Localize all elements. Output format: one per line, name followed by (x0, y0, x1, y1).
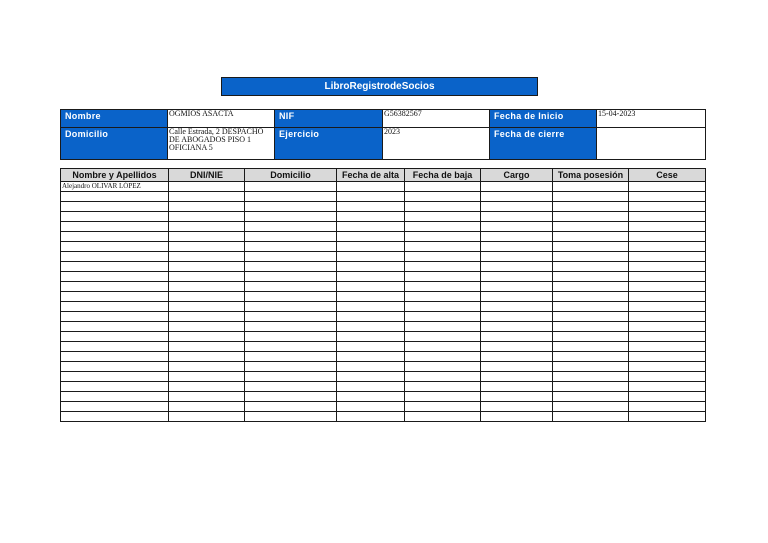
table-cell[interactable] (405, 322, 481, 332)
nif-value[interactable]: G56382567 (383, 110, 490, 128)
ejercicio-value[interactable]: 2023 (383, 128, 490, 160)
table-cell[interactable] (553, 192, 629, 202)
table-cell[interactable] (405, 212, 481, 222)
table-cell[interactable] (61, 292, 169, 302)
table-row (61, 312, 706, 322)
table-row (61, 232, 706, 242)
table-row (61, 382, 706, 392)
table-cell[interactable]: Alejandro OLIVAR LÓPEZ (61, 182, 169, 192)
table-cell[interactable] (61, 272, 169, 282)
table-cell[interactable] (629, 312, 706, 322)
table-cell[interactable] (61, 372, 169, 382)
table-cell[interactable] (169, 302, 245, 312)
table-row (61, 222, 706, 232)
table-cell[interactable] (337, 382, 405, 392)
table-cell[interactable] (553, 362, 629, 372)
table-cell[interactable] (169, 372, 245, 382)
table-cell[interactable] (169, 402, 245, 412)
table-cell[interactable] (629, 332, 706, 342)
table-row (61, 342, 706, 352)
column-header: Cargo (481, 169, 553, 182)
table-cell[interactable] (169, 192, 245, 202)
table-cell[interactable] (553, 242, 629, 252)
table-cell[interactable] (629, 262, 706, 272)
table-cell[interactable] (553, 322, 629, 332)
table-cell[interactable] (337, 182, 405, 192)
table-cell[interactable] (337, 362, 405, 372)
table-row (61, 412, 706, 422)
table-cell[interactable] (405, 302, 481, 312)
table-cell[interactable] (481, 392, 553, 402)
table-cell[interactable] (337, 392, 405, 402)
table-cell[interactable] (245, 272, 337, 282)
table-cell[interactable] (61, 412, 169, 422)
table-cell[interactable] (169, 292, 245, 302)
table-cell[interactable] (169, 262, 245, 272)
table-cell[interactable] (629, 392, 706, 402)
column-header: Fecha de baja (405, 169, 481, 182)
table-cell[interactable] (629, 252, 706, 262)
table-cell[interactable] (337, 372, 405, 382)
table-row (61, 282, 706, 292)
table-cell[interactable] (245, 312, 337, 322)
table-cell[interactable] (629, 182, 706, 192)
table-cell[interactable] (405, 332, 481, 342)
table-cell[interactable] (629, 222, 706, 232)
table-cell[interactable] (629, 202, 706, 212)
table-cell[interactable] (169, 282, 245, 292)
table-cell[interactable] (629, 282, 706, 292)
table-cell[interactable] (629, 412, 706, 422)
table-cell[interactable] (553, 382, 629, 392)
table-cell[interactable] (245, 382, 337, 392)
table-cell[interactable] (481, 232, 553, 242)
nif-label: NIF (275, 110, 383, 128)
table-cell[interactable] (337, 302, 405, 312)
nombre-label: Nombre (61, 110, 168, 128)
table-cell[interactable] (405, 312, 481, 322)
table-cell[interactable] (553, 182, 629, 192)
table-cell[interactable] (169, 312, 245, 322)
table-cell[interactable] (337, 342, 405, 352)
table-cell[interactable] (337, 272, 405, 282)
table-cell[interactable] (481, 202, 553, 212)
table-cell[interactable] (245, 192, 337, 202)
table-cell[interactable] (245, 362, 337, 372)
table-cell[interactable] (553, 402, 629, 412)
table-cell[interactable] (337, 242, 405, 252)
ejercicio-label: Ejercicio (275, 128, 383, 160)
table-cell[interactable] (481, 262, 553, 272)
table-cell[interactable] (629, 342, 706, 352)
table-cell[interactable] (405, 262, 481, 272)
table-cell[interactable] (553, 312, 629, 322)
table-row (61, 182, 706, 192)
table-cell[interactable] (481, 242, 553, 252)
column-header: Fecha de alta (337, 169, 405, 182)
table-cell[interactable] (245, 412, 337, 422)
table-cell[interactable] (629, 372, 706, 382)
table-cell[interactable] (553, 392, 629, 402)
table-cell[interactable] (629, 362, 706, 372)
table-cell[interactable] (481, 312, 553, 322)
table-cell[interactable] (337, 192, 405, 202)
table-cell[interactable] (245, 212, 337, 222)
table-cell[interactable] (405, 352, 481, 362)
table-cell[interactable] (553, 272, 629, 282)
table-cell[interactable] (405, 392, 481, 402)
table-cell[interactable] (553, 342, 629, 352)
table-cell[interactable] (169, 332, 245, 342)
table-cell[interactable] (629, 272, 706, 282)
table-cell[interactable] (553, 412, 629, 422)
fecha-cierre-value[interactable] (597, 128, 706, 160)
table-cell[interactable] (405, 412, 481, 422)
table-cell[interactable] (169, 362, 245, 372)
table-cell[interactable] (337, 212, 405, 222)
fecha-cierre-label: Fecha de cierre (490, 128, 597, 160)
table-cell[interactable] (245, 322, 337, 332)
table-cell[interactable] (481, 352, 553, 362)
column-header: DNI/NIE (169, 169, 245, 182)
table-cell[interactable] (405, 252, 481, 262)
table-cell[interactable] (405, 362, 481, 372)
table-row (61, 212, 706, 222)
table-cell[interactable] (405, 382, 481, 392)
table-cell[interactable] (245, 222, 337, 232)
table-cell[interactable] (245, 372, 337, 382)
table-cell[interactable] (405, 292, 481, 302)
table-cell[interactable] (481, 362, 553, 372)
table-cell[interactable] (405, 342, 481, 352)
table-cell[interactable] (61, 222, 169, 232)
table-cell[interactable] (481, 402, 553, 412)
table-cell[interactable] (629, 242, 706, 252)
table-cell[interactable] (629, 292, 706, 302)
table-cell[interactable] (481, 412, 553, 422)
table-cell[interactable] (481, 372, 553, 382)
table-cell[interactable] (405, 402, 481, 412)
table-cell[interactable] (169, 272, 245, 282)
fecha-inicio-label: Fecha de Inicio (490, 110, 597, 128)
table-cell[interactable] (245, 202, 337, 212)
table-cell[interactable] (481, 302, 553, 312)
table-cell[interactable] (337, 282, 405, 292)
table-cell[interactable] (169, 222, 245, 232)
table-cell[interactable] (553, 372, 629, 382)
table-cell[interactable] (553, 262, 629, 272)
table-cell[interactable] (61, 312, 169, 322)
table-cell[interactable] (245, 332, 337, 342)
table-cell[interactable] (553, 212, 629, 222)
table-cell[interactable] (61, 252, 169, 262)
table-cell[interactable] (337, 232, 405, 242)
table-cell[interactable] (481, 182, 553, 192)
table-cell[interactable] (245, 302, 337, 312)
column-header: Domicilio (245, 169, 337, 182)
domicilio-label: Domicilio (61, 128, 168, 160)
table-cell[interactable] (629, 382, 706, 392)
table-cell[interactable] (169, 212, 245, 222)
table-cell[interactable] (169, 252, 245, 262)
table-cell[interactable] (61, 282, 169, 292)
table-cell[interactable] (405, 372, 481, 382)
table-cell[interactable] (337, 262, 405, 272)
table-cell[interactable] (553, 252, 629, 262)
table-cell[interactable] (61, 242, 169, 252)
table-cell[interactable] (337, 222, 405, 232)
table-cell[interactable] (169, 352, 245, 362)
table-cell[interactable] (405, 232, 481, 242)
table-header-row (61, 169, 706, 182)
table-row (61, 252, 706, 262)
table-cell[interactable] (245, 182, 337, 192)
table-cell[interactable] (61, 212, 169, 222)
table-cell[interactable] (481, 272, 553, 282)
table-cell[interactable] (169, 202, 245, 212)
nombre-value[interactable]: OGMIOS ASACTA (168, 110, 275, 128)
table-cell[interactable] (481, 192, 553, 202)
table-cell[interactable] (405, 182, 481, 192)
table-cell[interactable] (245, 392, 337, 402)
table-cell[interactable] (629, 402, 706, 412)
table-cell[interactable] (337, 292, 405, 302)
table-cell[interactable] (245, 232, 337, 242)
socios-table (60, 168, 706, 422)
table-cell[interactable] (61, 232, 169, 242)
table-cell[interactable] (337, 312, 405, 322)
table-cell[interactable] (553, 202, 629, 212)
table-cell[interactable] (61, 392, 169, 402)
table-cell[interactable] (61, 192, 169, 202)
table-cell[interactable] (405, 202, 481, 212)
table-cell[interactable] (337, 412, 405, 422)
table-cell[interactable] (481, 252, 553, 262)
table-cell[interactable] (245, 342, 337, 352)
table-cell[interactable] (245, 292, 337, 302)
table-cell[interactable] (169, 182, 245, 192)
table-row (61, 362, 706, 372)
table-cell[interactable] (61, 332, 169, 342)
table-cell[interactable] (553, 292, 629, 302)
table-cell[interactable] (169, 232, 245, 242)
table-cell[interactable] (481, 212, 553, 222)
table-cell[interactable] (481, 342, 553, 352)
column-header: Toma posesión (553, 169, 629, 182)
table-row (61, 392, 706, 402)
table-row (61, 352, 706, 362)
table-cell[interactable] (629, 192, 706, 202)
table-cell[interactable] (629, 212, 706, 222)
table-cell[interactable] (481, 292, 553, 302)
table-cell[interactable] (481, 322, 553, 332)
table-cell[interactable] (553, 282, 629, 292)
table-cell[interactable] (169, 242, 245, 252)
table-cell[interactable] (169, 342, 245, 352)
domicilio-value[interactable]: Calle Estrada, 2 DESPACHO DE ABOGADOS PISO 1 OFICIANA 5 (168, 128, 275, 160)
table-cell[interactable] (61, 322, 169, 332)
table-cell[interactable] (61, 402, 169, 412)
table-row (61, 372, 706, 382)
table-cell[interactable] (481, 282, 553, 292)
table-cell[interactable] (629, 302, 706, 312)
table-cell[interactable] (61, 382, 169, 392)
table-cell[interactable] (245, 262, 337, 272)
table-cell[interactable] (337, 322, 405, 332)
table-row (61, 272, 706, 282)
table-cell[interactable] (553, 352, 629, 362)
table-cell[interactable] (553, 302, 629, 312)
table-cell[interactable] (61, 352, 169, 362)
table-cell[interactable] (61, 362, 169, 372)
table-cell[interactable] (405, 222, 481, 232)
table-cell[interactable] (337, 332, 405, 342)
table-cell[interactable] (629, 232, 706, 242)
table-cell[interactable] (61, 302, 169, 312)
table-row (61, 292, 706, 302)
table-row (61, 192, 706, 202)
table-row (61, 262, 706, 272)
company-info-table (60, 109, 706, 160)
table-row (61, 302, 706, 312)
table-cell[interactable] (481, 222, 553, 232)
table-cell[interactable] (169, 412, 245, 422)
table-cell[interactable] (169, 392, 245, 402)
table-row (61, 202, 706, 212)
table-cell[interactable] (629, 352, 706, 362)
table-cell[interactable] (629, 322, 706, 332)
table-cell[interactable] (245, 242, 337, 252)
table-cell[interactable] (61, 262, 169, 272)
table-cell[interactable] (61, 342, 169, 352)
table-cell[interactable] (337, 202, 405, 212)
table-row (61, 322, 706, 332)
fecha-inicio-value[interactable]: 15-04-2023 (597, 110, 706, 128)
table-cell[interactable] (481, 382, 553, 392)
table-cell[interactable] (245, 352, 337, 362)
table-row (61, 332, 706, 342)
table-cell[interactable] (405, 282, 481, 292)
table-cell[interactable] (169, 322, 245, 332)
table-cell[interactable] (405, 272, 481, 282)
table-cell[interactable] (337, 402, 405, 412)
table-cell[interactable] (245, 252, 337, 262)
document-title: LibroRegistrodeSocios (221, 77, 538, 96)
table-cell[interactable] (245, 282, 337, 292)
column-header: Cese (629, 169, 706, 182)
table-cell[interactable] (337, 352, 405, 362)
table-cell[interactable] (481, 332, 553, 342)
table-cell[interactable] (405, 242, 481, 252)
table-row (61, 242, 706, 252)
table-cell[interactable] (169, 382, 245, 392)
table-cell[interactable] (405, 192, 481, 202)
column-header: Nombre y Apellidos (61, 169, 169, 182)
table-cell[interactable] (245, 402, 337, 412)
table-cell[interactable] (61, 202, 169, 212)
table-cell[interactable] (553, 332, 629, 342)
table-row (61, 402, 706, 412)
table-cell[interactable] (337, 252, 405, 262)
table-cell[interactable] (553, 222, 629, 232)
table-cell[interactable] (553, 232, 629, 242)
